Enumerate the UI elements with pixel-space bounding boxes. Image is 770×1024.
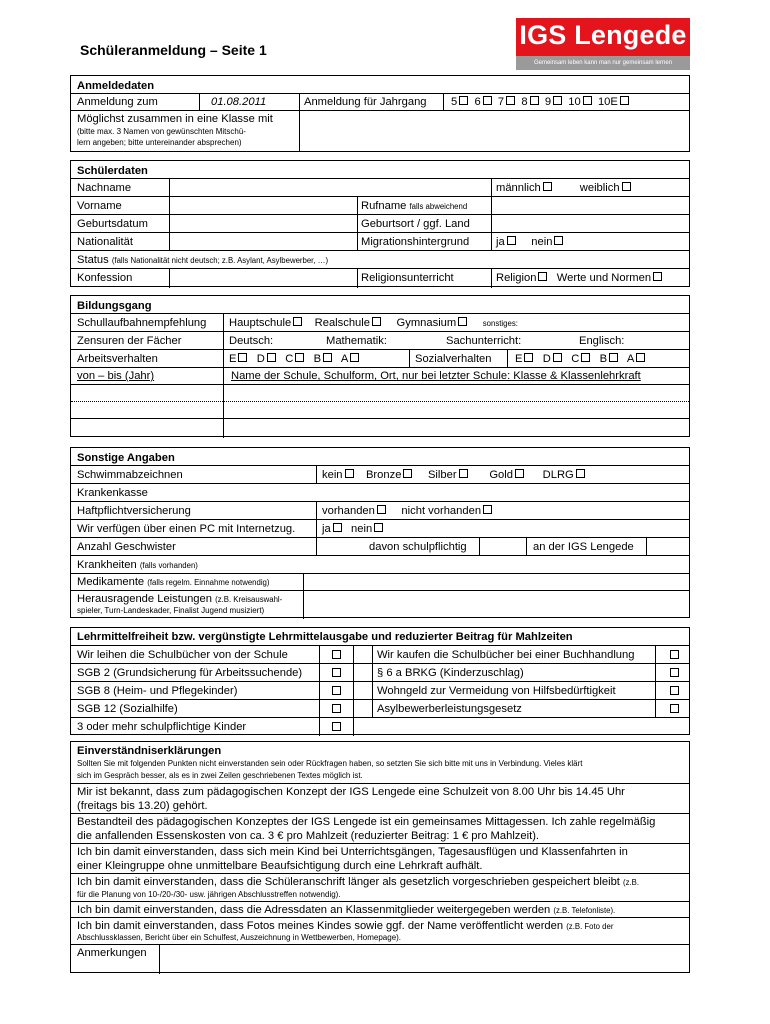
migration-options: ja nein <box>496 235 563 249</box>
sv-c-checkbox[interactable] <box>581 353 590 362</box>
klasse-label: Möglichst zusammen in eine Klasse mit <box>77 113 273 125</box>
kleingruppe-line-1: Ich bin damit einverstanden, dass sich mein Kind bei Unterrichtsgängen, Tagesausflügen und Klassenfahrten in <box>77 846 628 858</box>
migration-ja-checkbox[interactable] <box>507 236 516 245</box>
intro-line-2: sich im Gespräch besser, als es in zwei Zeilen geschriebenen Textes möglich ist. <box>77 771 363 780</box>
klasse-hint-2: lern angeben; bitte untereinander absprechen) <box>77 138 242 147</box>
page-title: Schüleranmeldung – Seite 1 <box>80 42 267 58</box>
schulzeit-line-1: Mir ist bekannt, dass zum pädagogischen Konzept der IGS Lengede eine Schulzeit von 8.00 Uhr bis 14.45 Uhr <box>77 786 625 798</box>
schuelerdaten-section <box>70 160 690 287</box>
nicht-vorhanden-checkbox[interactable] <box>483 505 492 514</box>
migration-label: Migrationshintergrund <box>361 236 470 248</box>
gender-options: männlich weiblich <box>496 181 631 195</box>
nachname-label: Nachname <box>77 182 132 194</box>
gymnasium-checkbox[interactable] <box>458 317 467 326</box>
anmerkungen-field[interactable] <box>160 945 689 972</box>
religion-checkbox[interactable] <box>538 272 547 281</box>
logo-tagline: Gemeinsam leben kann man nur gemeinsam lernen <box>516 56 690 70</box>
lehrmittel-right-1: Wir kaufen die Schulbücher bei einer Buchhandlung <box>377 649 635 661</box>
vorname-label: Vorname <box>77 200 122 212</box>
schwimm-label: Schwimmabzeichnen <box>77 469 183 481</box>
anmeldung-zum-label: Anmeldung zum <box>77 96 158 108</box>
grade-5-checkbox[interactable] <box>459 96 468 105</box>
sgb12-checkbox[interactable] <box>332 704 341 713</box>
schulzeit-line-2: (freitags bis 13.20) gehört. <box>77 800 208 812</box>
sgb2-checkbox[interactable] <box>332 668 341 677</box>
status-label: Status (falls Nationalität nicht deutsch; z.B. Asylant, Asylbewerber, …) <box>77 254 329 266</box>
empfehlung-label: Schullaufbahnempfehlung <box>77 317 207 329</box>
silber-checkbox[interactable] <box>459 469 468 478</box>
werte-checkbox[interactable] <box>653 272 662 281</box>
empfehlung-options: Hauptschule Realschule Gymnasium sonstiges: <box>229 317 518 329</box>
herausragend-label: Herausragende Leistungen (z.B. Kreisauswahl- <box>77 593 283 605</box>
deutsch-label: Deutsch: <box>229 335 274 347</box>
jahrgang-options: 5 6 7 8 9 10 10E <box>451 95 629 109</box>
sv-b-checkbox[interactable] <box>609 353 618 362</box>
school-logo <box>516 18 690 70</box>
schulpflichtig-label: davon schulpflichtig <box>369 541 467 553</box>
haftpflicht-options: vorhanden nicht vorhanden <box>322 504 492 518</box>
leihen-checkbox[interactable] <box>332 650 341 659</box>
anschrift-line-2: für die Planung von 10-/20-/30- usw. jährigen Abschlusstreffen notwendig). <box>77 890 341 899</box>
lehrmittel-left-5: 3 oder mehr schulpflichtige Kinder <box>77 721 247 733</box>
section-heading: Bildungsgang <box>77 300 152 312</box>
av-a-checkbox[interactable] <box>350 353 359 362</box>
weiblich-checkbox[interactable] <box>622 182 631 191</box>
englisch-label: Englisch: <box>579 335 625 347</box>
geburtsort-label: Geburtsort / ggf. Land <box>361 218 470 230</box>
schwimm-options: kein Bronze Silber Gold DLRG <box>322 468 585 482</box>
section-heading: Anmeldedaten <box>77 80 155 92</box>
sachunterricht-label: Sachunterricht: <box>446 335 522 347</box>
krankenkasse-label: Krankenkasse <box>77 487 148 499</box>
zensuren-label: Zensuren der Fächer <box>77 335 182 347</box>
lehrmittel-left-1: Wir leihen die Schulbücher von der Schule <box>77 649 288 661</box>
section-heading: Einverständniserklärungen <box>77 745 222 757</box>
anschrift-line-1: Ich bin damit einverstanden, dass die Schüleranschrift länger als gesetzlich vorgeschrieben gespeichert bleibt (z.B. <box>77 876 640 888</box>
av-e-checkbox[interactable] <box>238 353 247 362</box>
einverstaendnis-section <box>70 741 690 973</box>
dlrg-checkbox[interactable] <box>576 469 585 478</box>
migration-nein-checkbox[interactable] <box>554 236 563 245</box>
grade-6-checkbox[interactable] <box>483 96 492 105</box>
vorhanden-checkbox[interactable] <box>377 505 386 514</box>
lehrmittel-left-2: SGB 2 (Grundsicherung für Arbeitssuchende) <box>77 667 303 679</box>
grade-8-checkbox[interactable] <box>530 96 539 105</box>
klasse-hint-1: (bitte max. 3 Namen von gewünschten Mitschü- <box>77 127 246 136</box>
herausragend-hint-2: spieler, Turn-Landeskader, Finalist Jugend musiziert) <box>77 606 265 615</box>
arbeitsverhalten-grades: E D C B A <box>229 352 359 366</box>
pc-ja-checkbox[interactable] <box>333 523 342 532</box>
nationalitaet-label: Nationalität <box>77 236 133 248</box>
gold-checkbox[interactable] <box>515 469 524 478</box>
rufname-label: Rufname falls abweichend <box>361 200 468 212</box>
sv-a-checkbox[interactable] <box>636 353 645 362</box>
sgb8-checkbox[interactable] <box>332 686 341 695</box>
anmeldung-date[interactable]: 01.08.2011 <box>211 96 267 108</box>
religionsunterricht-label: Religionsunterricht <box>361 272 454 284</box>
kleingruppe-line-2: einer Kleingruppe ohne unmittelbare Beaufsichtigung durch eine Lehrkraft aufhält. <box>77 860 483 872</box>
medikamente-label: Medikamente (falls regelm. Einnahme notwendig) <box>77 576 270 588</box>
haftpflicht-label: Haftpflichtversicherung <box>77 505 191 517</box>
kaufen-checkbox[interactable] <box>670 650 679 659</box>
grade-10e-checkbox[interactable] <box>620 96 629 105</box>
mathematik-label: Mathematik: <box>326 335 387 347</box>
lehrmittel-left-3: SGB 8 (Heim- und Pflegekinder) <box>77 685 238 697</box>
bildungsgang-section <box>70 295 690 437</box>
intro-line-1: Sollten Sie mit folgenden Punkten nicht einverstanden sein oder Rückfragen haben, so setzten Sie sich bitte mit uns in Verbindung. Vieles klärt <box>77 759 583 768</box>
bronze-checkbox[interactable] <box>403 469 412 478</box>
section-heading: Sonstige Angaben <box>77 452 175 464</box>
lehrmittel-right-2: § 6 a BRKG (Kinderzuschlag) <box>377 667 524 679</box>
sv-e-checkbox[interactable] <box>524 353 533 362</box>
section-heading: Lehrmittelfreiheit bzw. vergünstigte Lehrmittelausgabe und reduzierter Beitrag für Mahlzeiten <box>77 631 573 643</box>
av-d-checkbox[interactable] <box>267 353 276 362</box>
geschwister-label: Anzahl Geschwister <box>77 541 176 553</box>
geburtsdatum-label: Geburtsdatum <box>77 218 148 230</box>
maennlich-checkbox[interactable] <box>543 182 552 191</box>
anmerkungen-label: Anmerkungen <box>77 947 147 959</box>
av-c-checkbox[interactable] <box>295 353 304 362</box>
grade-7-checkbox[interactable] <box>506 96 515 105</box>
religion-options: Religion Werte und Normen <box>496 271 662 285</box>
section-heading: Schülerdaten <box>77 165 148 177</box>
logo-name: IGS Lengede <box>519 20 687 50</box>
pc-label: Wir verfügen über einen PC mit Internetzug. <box>77 523 296 535</box>
anmeldedaten-section <box>70 75 690 152</box>
hauptschule-checkbox[interactable] <box>293 317 302 326</box>
sonstige-section <box>70 447 690 618</box>
an-igs-label: an der IGS Lengede <box>533 541 634 553</box>
brkg-checkbox[interactable] <box>670 668 679 677</box>
lehrmittel-left-4: SGB 12 (Sozialhilfe) <box>77 703 178 715</box>
jahrgang-label: Anmeldung für Jahrgang <box>304 96 427 108</box>
lehrmittel-right-3: Wohngeld zur Vermeidung von Hilfsbedürftigkeit <box>377 685 616 697</box>
schule-name-label: Name der Schule, Schulform, Ort, nur bei letzter Schule: Klasse & Klassenlehrkraft <box>231 370 641 382</box>
realschule-checkbox[interactable] <box>372 317 381 326</box>
asyl-checkbox[interactable] <box>670 704 679 713</box>
fotos-line-1: Ich bin damit einverstanden, dass Fotos meines Kindes sowie ggf. der Name veröffentlicht werden (z.B. Foto der <box>77 920 614 932</box>
adressdaten-line: Ich bin damit einverstanden, dass die Adressdaten an Klassenmitglieder weitergegeben werden (z.B. Telefonliste). <box>77 904 616 916</box>
konfession-label: Konfession <box>77 272 133 284</box>
lehrmittel-section <box>70 627 690 735</box>
pc-options: ja nein <box>322 522 383 536</box>
av-b-checkbox[interactable] <box>323 353 332 362</box>
mittagessen-line-2: die anfallenden Essenskosten von ca. 3 € pro Mahlzeit (reduzierter Beitrag: 1 € pro Mahlzeit). <box>77 830 540 842</box>
sozialverhalten-grades: E D C B A <box>515 352 645 366</box>
fotos-line-2: Abschlussklassen, Bericht über ein Schulfest, Auszeichnung in Wettbewerben, Homepage). <box>77 933 402 942</box>
wohngeld-checkbox[interactable] <box>670 686 679 695</box>
grade-10-checkbox[interactable] <box>583 96 592 105</box>
lehrmittel-right-4: Asylbewerberleistungsgesetz <box>377 703 522 715</box>
sozialverhalten-label: Sozialverhalten <box>415 353 492 365</box>
kein-checkbox[interactable] <box>345 469 354 478</box>
mittagessen-line-1: Bestandteil des pädagogischen Konzeptes der IGS Lengede ist ein gemeinsames Mittagessen. Ich zahle regelmäßig <box>77 816 656 828</box>
sv-d-checkbox[interactable] <box>553 353 562 362</box>
krankheiten-label: Krankheiten (falls vorhanden) <box>77 559 198 571</box>
arbeitsverhalten-label: Arbeitsverhalten <box>77 353 158 365</box>
kinder-checkbox[interactable] <box>332 722 341 731</box>
von-bis-label: von – bis (Jahr) <box>77 370 155 382</box>
grade-9-checkbox[interactable] <box>553 96 562 105</box>
pc-nein-checkbox[interactable] <box>374 523 383 532</box>
